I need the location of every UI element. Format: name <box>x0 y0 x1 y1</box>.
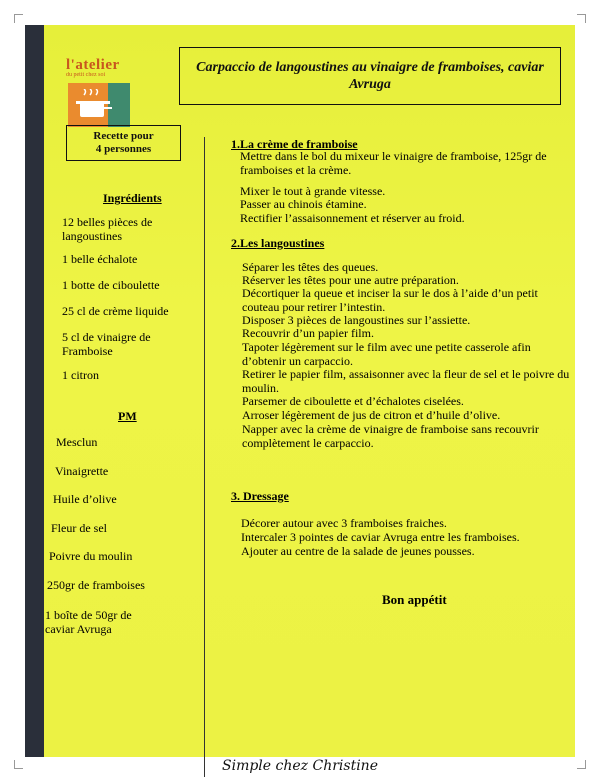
servings-box <box>66 125 181 161</box>
pm-item: Huile d’olive <box>53 492 117 506</box>
step-text: Passer au chinois étamine. <box>240 197 367 211</box>
pm-item: Vinaigrette <box>55 464 109 478</box>
step-text: Séparer les têtes des queues. <box>242 260 379 274</box>
ingredient-item: 5 cl de vinaigre de Framboise <box>62 330 151 358</box>
crop-mark-top-right <box>577 14 586 23</box>
step-text: Mixer le tout à grande vitesse. <box>240 184 386 198</box>
pm-heading: PM <box>118 409 137 423</box>
step-text: Parsemer de ciboulette et d’échalotes ciselées. <box>242 394 464 408</box>
logo-tagline: du petit chez soi <box>66 72 106 78</box>
ingredient-item: 1 belle échalote <box>62 252 138 266</box>
step-text: Retirer le papier film, assaisonner avec la fleur de sel et le poivre du moulin. <box>242 367 570 395</box>
step-text: Recouvrir d’un papier film. <box>242 326 374 340</box>
step-text: Ajouter au centre de la salade de jeunes pousses. <box>241 544 475 558</box>
step-text: Napper avec la crème de vinaigre de framboise sans recouvrir complètement le carpaccio. <box>242 422 539 450</box>
logo-name: l'atelier <box>66 57 120 73</box>
ingredient-item: 1 citron <box>62 368 99 382</box>
ingredient-item: 1 botte de ciboulette <box>62 278 160 292</box>
step-text: Intercaler 3 pointes de caviar Avruga entre les framboises. <box>241 530 520 544</box>
ingredient-item: 12 belles pièces de langoustines <box>62 215 153 243</box>
ingredient-item: 25 cl de crème liquide <box>62 304 169 318</box>
step-text: Disposer 3 pièces de langoustines sur l’assiette. <box>242 313 471 327</box>
recipe-title: Carpaccio de langoustines au vinaigre de framboises, caviar Avruga <box>179 47 561 105</box>
step-text: Rectifier l’assaisonnement et réserver au froid. <box>240 211 465 225</box>
section-heading-1: 1.La crème de framboise <box>231 137 358 151</box>
pm-item: 1 boîte de 50gr de caviar Avruga <box>45 608 132 636</box>
closing-text: Bon appétit <box>382 592 447 607</box>
recipe-sheet <box>44 25 575 757</box>
step-text: Décorer autour avec 3 framboises fraiches. <box>241 516 447 530</box>
logo-pot-icon <box>68 83 130 127</box>
section-heading-2: 2.Les langoustines <box>231 236 325 250</box>
step-text: Décortiquer la queue et inciser la sur le dos à l’aide d’un petit couteau pour retirer l’intestin. <box>242 286 538 314</box>
crop-mark-top-left <box>14 14 23 23</box>
column-divider <box>204 137 205 777</box>
atelier-logo <box>66 57 130 127</box>
pm-item: Fleur de sel <box>51 521 107 535</box>
pm-item: Poivre du moulin <box>49 549 133 563</box>
servings-text: Recette pour 4 personnes <box>93 130 154 155</box>
photo-caption: Simple chez Christine <box>222 758 378 774</box>
ingredients-heading: Ingrédients <box>103 191 162 205</box>
step-text: Tapoter légèrement sur le film avec une petite casserole afin d’obtenir un carpaccio. <box>242 340 531 368</box>
section-heading-3: 3. Dressage <box>231 489 289 503</box>
step-text: Arroser légèrement de jus de citron et d’huile d’olive. <box>242 408 501 422</box>
pm-item: Mesclun <box>56 435 98 449</box>
step-text: Réserver les têtes pour une autre préparation. <box>242 273 459 287</box>
step-text: Mettre dans le bol du mixeur le vinaigre de framboise, 125gr de framboises et la crème. <box>240 149 547 177</box>
pm-item: 250gr de framboises <box>47 578 145 592</box>
